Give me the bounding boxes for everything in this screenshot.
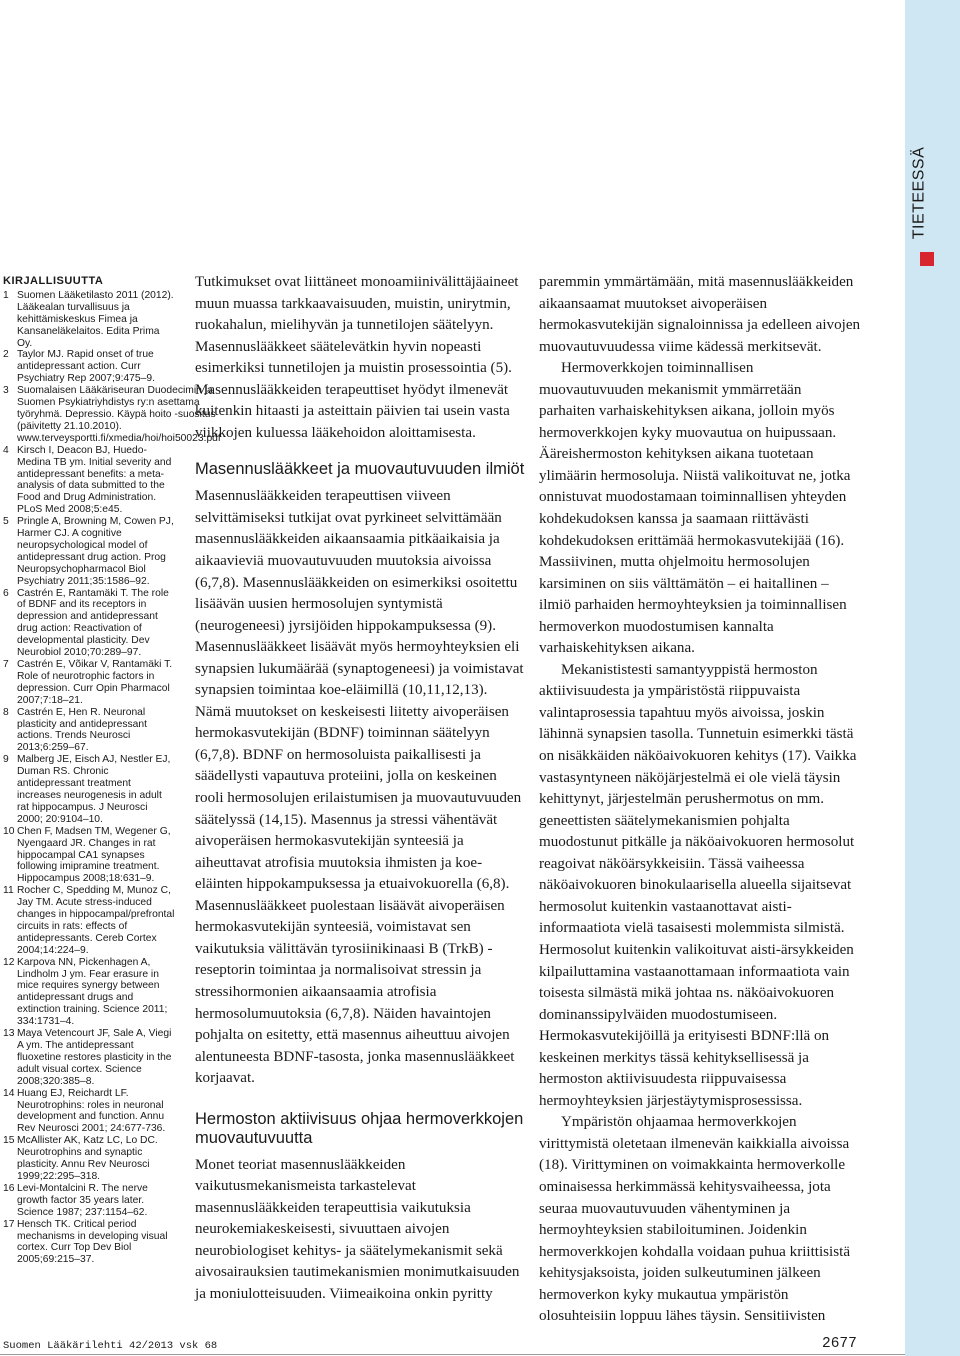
paragraph: Masennuslääkkeiden terapeuttisen viiveen selvittämiseksi tutkijat ovat pyrkineet selvittämään masennuslääkkeiden aikaansaamia pitkäaikaisia ja aikaavieviä muovautuvuuden muutoksia aivoissa (6,7,8). Masennuslääkkeiden on esimerkiksi osoitettu lisäävän uusien hermosolujen syntymistä (neurogeneesi) jyrsijöiden hippokampuksessa (9). Masennuslääkkeet lisäävät myös hermoyhteyksien eli synapsien lukumäärää (synaptogeneesi) ja voimistavat synapsien toimintaa koe-eläimillä (10,11,12,13). Nämä muutokset on keskeisesti liitetty aivoperäisen hermokasvutekijän (BDNF) toiminnan säätelyyn (6,7,8). BDNF on hermosoluista paikallisesti ja säädellysti vapautuva proteiini, jolla on keskeinen rooli hermosolujen erilaistumisen ja muovautuvuuden säätelyssä (14,15). Masennus ja stressi vähentävät aivoperäisen hermokasvutekijän synteesiä ja aiheuttavat atrofisia muutoksia ihmisten ja koe-eläinten hippokampuksessa ja etuaivokuorella (6,8). Masennuslääkkeet puolestaan lisäävät aivoperäisen hermokasvutekijän synteesiä, voimistavat sen vaikutuksia välittävän tyrosiinikinaasi B (TrkB) -reseptorin toimintaa ja normalisoivat stressin ja stressihormonien aikaansaamia atrofisia hermosolumuutoksia (6,7,8). Näiden havaintojen pohjalta on esitetty, että masennus aiheuttuu aivojen alentuneesta BDNF-tasosta, jonka masennuslääkkeet korjaavat. (195, 488, 524, 1087)
reference-number: 13 (3, 1028, 15, 1040)
reference-text: Levi-Montalcini R. The nerve growth factor 35 years later. Science 1987; 237:1154–62. (17, 1182, 148, 1218)
reference-text: Hensch TK. Critical period mechanisms in developing visual cortex. Curr Top Dev Biol 2005;69:215–37. (17, 1218, 168, 1266)
section-marker-icon (920, 252, 934, 266)
paragraph: Monet teoriat masennuslääkkeiden vaikutusmekanismeista tarkastelevat masennuslääkkeiden terapeuttisia vaikutuksia neurokemiakeskeisesti, sivuuttaen aivojen neurobiologiset kehitys- ja säätelymekanismit sekä aivosairauksien tautimekanismien monimutkaisuuden ja moniulotteisuuden. Viimeaikoina onkin pyritty (195, 1156, 520, 1302)
section-heading: Hermoston aktiivisuus ohjaa hermoverkkojen muovautuvuutta (195, 1109, 524, 1147)
reference-text: Pringle A, Browning M, Cowen PJ, Harmer CJ. A cognitive neuropsychological model of antidepressant drug action. Prog Neuropsychopharmacol Biol Psychiatry 2011;35:1586–92. (17, 516, 174, 587)
reference-item (3, 957, 175, 1028)
paragraph: Ympäristön ohjaamaa hermoverkkojen virittymistä oletetaan ilmenevän kaikkialla aivoissa (18). Virittyminen on voimakkainta hermoverkolle ominaisessa herkimmässä kehitysvaiheessa, jota seuraa muovautuvuuden vähentyminen ja hermoyhteyksien stabiloituminen. Joidenkin hermoverkkojen kohdalla voidaan puhua kriittisistä kehitysjaksoista, joiden sulkeutuminen jälkeen hermoverkon kyky mukautua ympäristön olosuhteisiin loppuu lähes täysin. Sensitiivisten (539, 1114, 851, 1325)
reference-text: Suomalaisen Lääkäriseuran Duodecimin ja Suomen Psykiatriyhdistys ry:n asettama työryhmä. Depressio. Käypä hoito -suositus (päivitetty 21.10.2010). www.terveysportti.fi/xmedia/hoi/hoi50023.pdf (17, 385, 221, 444)
references (3, 275, 221, 1266)
reference-item (3, 349, 175, 385)
section-heading: Masennuslääkkeet ja muovautuvuuden ilmiöt (195, 460, 525, 479)
reference-item (3, 588, 175, 659)
reference-number: 6 (3, 587, 9, 599)
journal-info: Suomen Lääkärilehti 42/2013 vsk 68 (3, 1340, 218, 1352)
reference-number: 15 (3, 1135, 15, 1147)
reference-item (3, 1135, 175, 1183)
references-heading: KIRJALLISUUTTA (3, 275, 104, 287)
paragraph: Hermoverkkojen toiminnallisen muovautuvuuden mekanismit ymmärretään parhaiten varhaiskehityksen aikana, jolloin myös hermoverkkojen kyky muovautua on huipussaan. Ääreishermoston kehityksen aikana tuotetaan ylimäärin hermosoluja. Niistä valikoituvat ne, jotka onnistuvat muodostamaan toiminnallisen yhteyden kohdekudoksen kanssa ja saamaan riittävästi kohdekudoksen erittämää hermokasvutekijää (16). Massiivinen, mutta ohjelmoitu hermosolujen karsiminen on siis välttämätön – ei haitallinen – ilmiö parhaiden hermoyhteyksien ja toiminnallisen hermoverkon muodostumisen kannalta varhaiskehityksen aikana. (539, 360, 851, 657)
reference-list (3, 289, 221, 1266)
reference-number: 17 (3, 1218, 15, 1230)
reference-item (3, 1088, 175, 1136)
reference-item (3, 1219, 175, 1267)
reference-item (3, 1183, 175, 1219)
reference-item (3, 290, 175, 350)
reference-text: Karpova NN, Pickenhagen A, Lindholm J ym. Fear erasure in mice requires synergy between antidepressant drugs and extinction training. Science 2011; 334:1731–4. (17, 956, 168, 1028)
reference-text: Castrén E, Hen R. Neuronal plasticity and antidepressant actions. Trends Neurosci 2013;6:259–67. (17, 706, 147, 754)
reference-number: 2 (3, 349, 9, 361)
reference-number: 1 (3, 289, 9, 301)
paragraph: paremmin ymmärtämään, mitä masennuslääkkeiden aikaansaamat muutokset aivoperäisen hermokasvutekijän signaloinnissa ja edelleen aivojen muovautuvuudessa viime kädessä merkitsevät. (539, 274, 861, 355)
reference-text: McAllister AK, Katz LC, Lo DC. Neurotrophins and synaptic plasticity. Annu Rev Neurosci 1999;22:295–318. (17, 1135, 158, 1182)
reference-number: 14 (3, 1087, 15, 1099)
reference-item (3, 659, 175, 707)
reference-item (3, 385, 221, 445)
reference-text: Huang EJ, Reichardt LF. Neurotrophins: roles in neuronal development and function. Annu Rev Neurosci 2001; 24:677-736. (17, 1087, 166, 1135)
reference-number: 8 (3, 706, 9, 718)
reference-item (3, 707, 175, 755)
reference-number: 7 (3, 659, 9, 670)
section-label: TIETEESSÄ (910, 146, 928, 240)
reference-number: 12 (3, 956, 15, 968)
reference-text: Taylor MJ. Rapid onset of true antidepressant action. Curr Psychiatry Rep 2007;9:475–9. (17, 349, 155, 385)
reference-text: Kirsch I, Deacon BJ, Huedo-Medina TB ym. Initial severity and antidepressant benefits: a meta-analysis of data submitted to the Food and Drug Administration. PLoS Med 2008;5:e45. (17, 444, 172, 516)
reference-text: Chen F, Madsen TM, Wegener G, Nyengaard JR. Changes in rat hippocampal CA1 synapses following imipramine treatment. Hippocampus 2008;18:631–9. (17, 825, 171, 885)
reference-text: Castrén E, Rantamäki T. The role of BDNF and its receptors in depression and antidepressant drug action: Reactivation of developmental plasticity. Dev Neurobiol 2010;70:289–97. (17, 587, 169, 659)
reference-item (3, 826, 175, 886)
footer-divider (0, 1354, 905, 1355)
reference-item (3, 516, 175, 587)
reference-number: 10 (3, 825, 15, 837)
reference-text: Suomen Lääketilasto 2011 (2012). Lääkealan turvallisuus ja kehittämiskeskus Fimea ja Kansaneläkelaitos. Edita Prima Oy. (17, 289, 174, 349)
reference-number: 3 (3, 385, 9, 397)
page-number: 2677 (822, 1336, 857, 1352)
reference-text: Malberg JE, Eisch AJ, Nestler EJ, Duman RS. Chronic antidepressant treatment increases neurogenesis in adult rat hippocampus. J Neurosci 2000; 20:9104–10. (17, 754, 171, 825)
reference-number: 11 (3, 885, 14, 897)
section-tag (895, 140, 960, 260)
reference-item (3, 754, 175, 825)
reference-number: 4 (3, 444, 9, 456)
paragraph: Tutkimukset ovat liittäneet monoamiinivälittäjäaineet muun muassa tarkkaavaisuuden, muistin, unirytmin, ruokahalun, mielihyvän ja tunnetilojen säätelyyn. Masennuslääkkeet säätelevätkin hyvin nopeasti esimerkiksi tunnetilojen ja muistin prosessointia (5). Masennuslääkkeiden terapeuttiset hyödyt ilmenevät kuitenkin hitaasti ja asteittain päivien tai usein vasta viikkojen kuluessa lääkehoidon aloittamisesta. (195, 274, 519, 441)
reference-item (3, 1028, 175, 1088)
body-column-2 (539, 272, 861, 1328)
reference-number: 16 (3, 1182, 15, 1194)
body-column-1 (195, 272, 525, 1306)
reference-text: Castrén E, Võikar V, Rantamäki T. Role of neurotrophic factors in depression. Curr Opin Pharmacol 2007;7:18–21. (17, 659, 173, 706)
reference-number: 5 (3, 516, 9, 528)
reference-number: 9 (3, 754, 9, 766)
reference-item (3, 885, 175, 956)
paragraph: Mekanististesti samantyyppistä hermoston aktiivisuudesta ja ympäristöstä riippuvaista valintaprosessia tapahtuu myös aivoissa, joskin lähinnä synapsien tasolla. Tunnetuin esimerkki tästä on nisäkkäiden näköaivokuoren kehitys (17). Vaikka vastasyntyneen näköjärjestelmä ei ole vielä täysin kehittynyt, järjestelmän perushermotus on mm. geneettisten säätelymekanismien pohjalta muodostunut pitkälle ja näköaivokuoren hermosolut reagoivat näköärsykkeisiin. Tässä vaiheessa näköaivokuoren binokulaarisella alueella sijaitsevat hermosolut kuitenkin vastaanottavat aisti-informaatiota vielä tasaisesti molemmista silmistä. Hermosolut kuitenkin valikoituvat aisti-ärsykkeiden kilpailuttamina vastaanottamaan informaatiota vain toisesta silmästä mikä johtaa ns. näköaivokuoren dominanssipylväiden muodostumiseen. Hermokasvutekijöillä ja erityisesti BDNF:llä on keskeinen merkitys tässä kehityksellisessä ja hermoston aktiivisuudesta riippuvaisessa hermoyhteyksien järjestäytymisprosessissa. (539, 661, 857, 1109)
reference-item (3, 445, 175, 516)
reference-text: Maya Vetencourt JF, Sale A, Viegi A ym. The antidepressant fluoxetine restores plasticity in the adult visual cortex. Science 2008;320:385–8. (17, 1028, 172, 1087)
reference-text: Rocher C, Spedding M, Munoz C, Jay TM. Acute stress-induced changes in hippocampal/prefrontal circuits in rats: effects of antidepressants. Cereb Cortex 2004;14:224–9. (17, 885, 175, 956)
